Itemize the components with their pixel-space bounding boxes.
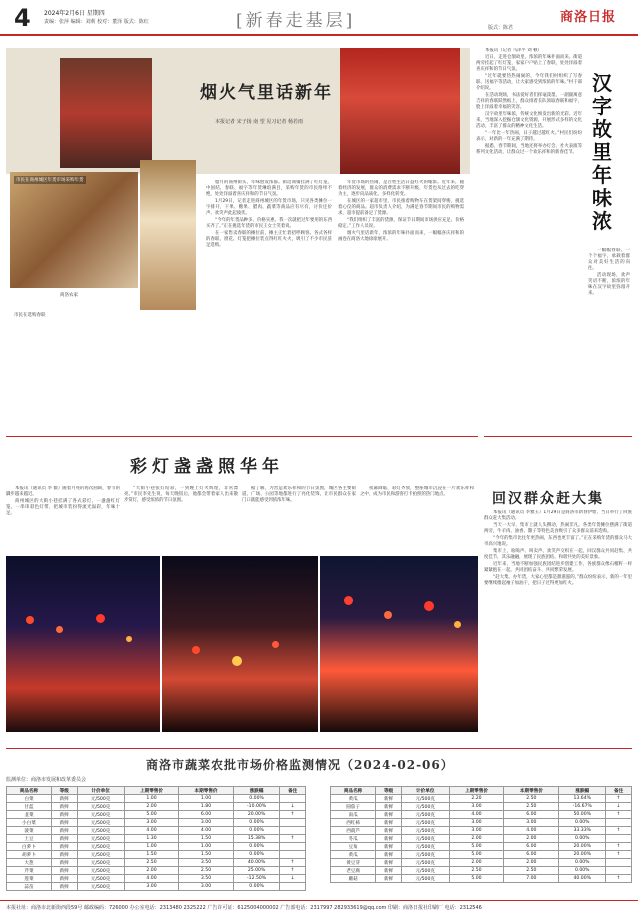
table-cell: 新鲜 [376,859,402,867]
article2-column-2: “大街小巷张灯结彩，一到晚上灯火辉煌，非常漂亮。”市民李先生说，每天晚饭后，他都会带着家人出来散步赏灯，感受浓浓的节日氛围。 [124,486,238,503]
table-row [331,827,632,835]
article1-byline: 本报记者 宋子扬 南 望 见习记者 杨若雨 [215,119,303,125]
table-cell: 1.00 [179,795,234,803]
vertical-headline-text: 汉 字 故 里 年 味 浓 [592,71,612,233]
table-cell: 新鲜 [51,819,77,827]
table-cell: 33.33% [559,827,606,835]
table-cell: 菠菜 [7,827,52,835]
page-footer: 本报社址：商洛市北新街西段59号 邮政编码：726000 办公室电话：2313480 2325222 广告许可证：6125004000002 广告部电话：2317997 282933619@qq.com 印刷：商洛日报社印刷厂 电话：2312546 [0,900,638,913]
table-cell: 元/500克 [77,875,124,883]
article2-column-1: 本报讯（通讯员 李 薇）随着月亮的再次圆缺，春节的脚步越来越近。 商州城区的大街小巷挂满了各式彩灯，一盏盏红灯笼、一串串彩色灯带，把城市装扮得流光溢彩，年味十足。 [6,486,120,516]
table-cell: 2.50 [504,803,559,811]
table-row [7,803,306,811]
column-header: 等级 [51,787,77,795]
table-cell: 西葫芦 [331,827,376,835]
table-row [331,819,632,827]
table-cell: 蘑菇 [331,875,376,883]
table-cell: 0.00% [233,827,280,835]
table-cell: 20.00% [559,843,606,851]
layout-credit: 版式：陈君 [488,25,514,31]
table-cell: 新鲜 [51,851,77,859]
article1-photo-vendor [140,160,196,310]
article2-lead: 本报讯（通讯员 李 薇）随着月亮的再次圆缺，春节的脚步越来越近。 [6,486,120,497]
table-cell: 元/500克 [401,819,449,827]
table-cell [280,795,306,803]
table-cell: 2.00 [449,859,504,867]
article3-lead: 本报讯（通讯员 李雅玉）1月29日是商洛市新春伊始，当日举行了回族群众赶大集活动。 [484,510,632,521]
column-header: 计价单位 [401,787,449,795]
table-cell: 新鲜 [376,843,402,851]
table-cell: 元/500克 [401,867,449,875]
table-cell [606,859,632,867]
table-cell [606,835,632,843]
table-cell: 2.20 [449,795,504,803]
table-cell: 元/500克 [77,883,124,891]
table-row [331,811,632,819]
issue-date: 2024年2月6日 星期四 [44,10,105,17]
article2-headline: 彩灯盏盏照华年 [130,457,284,477]
table-cell: 元/500克 [77,803,124,811]
table-cell: 4.00 [179,827,234,835]
table-cell: 3.00 [179,819,234,827]
table-cell: 3.50 [179,859,234,867]
table-row [331,795,632,803]
column-header: 商品名称 [331,787,376,795]
table-cell: 0.00% [559,835,606,843]
price-table-note: 监测单位：商洛市发展和改革委员会 [6,777,87,783]
table-row [7,819,306,827]
table-row [7,843,306,851]
table-cell: 4.00 [504,827,559,835]
table-cell: 50.00% [559,811,606,819]
page-number: 4 [14,4,31,32]
article1-headline: 烟火气里话新年 [200,83,333,103]
table-cell: ↑ [606,875,632,883]
table-row [7,835,306,843]
section-divider [484,436,632,437]
table-cell: ↑ [606,811,632,819]
table-row [331,835,632,843]
table-cell: 3.00 [449,819,504,827]
table-cell: 元/500克 [401,803,449,811]
editor-line: 责编：张萍 编辑：刘莉 校对：董泽 版式：陈红 [44,19,149,25]
table-cell: 0.00% [233,795,280,803]
table-cell: 新鲜 [376,803,402,811]
table-row [331,867,632,875]
table-cell [280,843,306,851]
article1-photo-stall [10,172,138,288]
column-header: 本期零售价 [504,787,559,795]
table-cell: 元/500克 [77,835,124,843]
table-cell: 0.00% [233,843,280,851]
article3-column: 本报讯（通讯员 李雅玉）1月29日是商洛市新春伊始，当日举行了回族群众赶大集活动。 当天一大早，集市上就人头攒动，热闹非凡。各类年货摊位摆满了街道两旁，牛羊肉、油香、馓子等特色美食吸引了众多群众前来选购。 “今年的集市比往年更热闹，东西也更丰富了。”正在采购年货的群众马大爷高兴地说。 集市上，吆喝声、叫卖声、欢笑声交织在一起，回汉群众共同赶集、共度佳节，其乐融融，展现了民族团结、和谐共处的美好景象。 近年来，当地不断加强民族团结进步创建工作，各族群众像石榴籽一样紧紧抱在一起，共同团结奋斗、共同繁荣发展。 “赶大集、办年货，大家心里都是甜滋滋的。”群众纷纷表示，新的一年里要继续撸起袖子加油干，把日子过得更加红火。 [484,510,632,586]
photo-caption: 商洛农家 [60,293,78,298]
table-cell: 新鲜 [51,883,77,891]
table-row [331,843,632,851]
article1-market-photo [340,48,460,174]
table-cell: 1.00 [124,843,179,851]
table-cell: 新鲜 [51,843,77,851]
table-cell: 新鲜 [376,867,402,875]
table-row [331,875,632,883]
table-row [331,803,632,811]
table-cell: 0.00% [233,819,280,827]
table-cell: 圆茄子 [331,803,376,811]
table-cell: 元/500克 [401,843,449,851]
column-header: 备注 [280,787,306,795]
table-cell: 2.00 [449,835,504,843]
table-cell: 3.00 [124,883,179,891]
table-cell: ↑ [606,795,632,803]
column-header: 上期零售价 [124,787,179,795]
table-cell: 20.00% [559,851,606,859]
table-cell: 元/500克 [401,827,449,835]
column-header: 上期零售价 [449,787,504,795]
table-cell: 新鲜 [51,867,77,875]
table-cell: 2.00 [124,867,179,875]
table-cell: 15.38% [233,835,280,843]
table-cell: 元/500克 [77,811,124,819]
table-row [7,883,306,891]
price-table-right [330,786,632,883]
vertical-headline [588,72,616,233]
table-cell: 新鲜 [376,811,402,819]
column-header: 等级 [376,787,402,795]
table-cell: 新鲜 [51,795,77,803]
table-cell: 5.00 [449,851,504,859]
table-cell: 元/500克 [401,811,449,819]
table-cell: 6.00 [504,811,559,819]
table-cell: 40.00% [233,859,280,867]
column-header: 商品名称 [7,787,52,795]
newspaper-logo: 商洛日报 [560,10,617,25]
table-cell: 元/500克 [401,795,449,803]
table-cell: 40.00% [559,875,606,883]
vertical-article-byline: 本报讯（记者 马泽平 刘 顿） [485,48,542,53]
table-cell: 0.00% [233,851,280,859]
table-cell: 0.00% [559,867,606,875]
table-cell: 6.00 [504,851,559,859]
table-row [331,859,632,867]
table-cell: 5.00 [449,875,504,883]
table-cell [606,819,632,827]
column-header: 本期零售价 [179,787,234,795]
table-cell: 2.50 [124,859,179,867]
table-cell: 0.00% [233,883,280,891]
table-cell: 2.50 [504,867,559,875]
table-cell: 元/500克 [77,819,124,827]
article1-column-1: 腊月的商州街头，年味愈发浓郁。街边商铺挂满了红灯笼、中国结，春联、福字等年货琳琅满目，采购年货的市民络绎不绝，处处洋溢着喜庆祥和的节日气氛。 1月29日，记者走进商州城区的年货市场，只见各类摊位一字排开，干果、糖果、腊肉、蔬菜等商品应有尽有，讨价还价声、欢笑声此起彼伏。 “今年的年货品种多、价格实惠，我一次就把过年要用的东西买齐了。”正在挑选年货的市民王女士笑着说。 在一家售卖春联的摊位前，摊主正忙着招呼顾客。各式各样的春联、窗花、灯笼把摊位装点得红红火火，吸引了不少市民驻足选购。 [206,180,332,248]
table-cell: 3.00 [449,803,504,811]
table-cell: 元/500克 [77,843,124,851]
table-cell: 新鲜 [51,827,77,835]
table-cell: -16.67% [559,803,606,811]
table-cell: 元/500克 [77,827,124,835]
column-header: 涨跌幅 [559,787,606,795]
table-cell: 大葱 [7,859,52,867]
table-cell: 1.50 [124,851,179,859]
table-cell: ↑ [606,851,632,859]
table-cell: ↓ [280,875,306,883]
table-cell: 元/500克 [77,859,124,867]
table-cell: 4.00 [449,811,504,819]
table-cell: 3.50 [179,875,234,883]
table-cell: 甘蓝 [7,803,52,811]
table-cell: 3.00 [449,827,504,835]
table-cell [280,827,306,835]
table-cell: 新鲜 [51,875,77,883]
table-cell: 韭菜 [7,811,52,819]
table-cell: 土豆 [7,835,52,843]
article2-photo-street-2 [162,556,318,732]
table-cell: 5.00 [124,811,179,819]
table-cell: 元/500克 [401,875,449,883]
table-cell: ↑ [280,859,306,867]
table-row [7,875,306,883]
table-cell: 老豆腐 [331,867,376,875]
table-cell: ↑ [280,835,306,843]
table-cell: ↑ [280,867,306,875]
vertical-article-column-1: 本报讯（记者 马泽平 刘 顿） 近日，走进仓颉故里，浓浓的年味扑面而来。街道两旁挂起了红灯笼，家家户户贴上了春联，处处洋溢着喜庆祥和的节日气氛。 “过年就要热热闹闹的，今年我们村组织了写春联、送福字等活动，让大家感受到浓浓的年味。”村干部介绍说。 在活动现场，书法爱好者们挥毫泼墨，一副副寓意吉祥的春联跃然纸上，群众排着长队领取春联和福字，脸上洋溢着幸福的笑容。 汉字故里年味浓，传统文化焕发出新的光彩。近年来，当地深入挖掘仓颉文化资源，开展形式多样的文化活动，丰富了群众的精神文化生活。 “一年比一年热闹，日子越过越红火。”村民们纷纷表示，对新的一年充满了期待。 据悉，春节期间，当地还将举办灯会、社火表演等系列文化活动，让群众过一个欢乐祥和的新春佳节。 [476,48,582,155]
table-cell: 20.00% [233,811,280,819]
table-cell: 元/500克 [77,867,124,875]
table-cell: -10.00% [233,803,280,811]
table-cell: 2.00 [124,803,179,811]
table-header-row [331,787,632,795]
table-cell: 元/500克 [401,835,449,843]
table-row [7,851,306,859]
table-cell: 蒜苗 [7,883,52,891]
table-cell: 13.64% [559,795,606,803]
section-divider [6,748,632,749]
table-cell: 新鲜 [376,851,402,859]
table-header-row [7,787,306,795]
table-cell: 1.00 [124,795,179,803]
table-cell: ↑ [280,811,306,819]
section-divider [6,436,478,437]
photo-caption: 市民在商州城区年货市场采购年货 [16,178,84,183]
table-row [7,795,306,803]
price-table-left [6,786,306,891]
table-row [331,851,632,859]
table-cell [280,851,306,859]
table-cell: ↓ [280,803,306,811]
table-cell: 新鲜 [51,811,77,819]
table-cell: 元/500克 [401,851,449,859]
table-cell: ↓ [606,803,632,811]
table-cell: 25.00% [233,867,280,875]
table-row [7,867,306,875]
table-cell: 2.00 [504,859,559,867]
table-cell: 4.00 [124,875,179,883]
table-cell: 芹菜 [7,867,52,875]
table-cell: 6.00 [179,811,234,819]
table-row [7,859,306,867]
table-cell: 1.30 [124,835,179,843]
table-cell: 元/500克 [77,795,124,803]
table-row [7,811,306,819]
table-cell: 6.00 [504,843,559,851]
masthead [0,0,638,36]
table-cell: -12.50% [233,875,280,883]
table-cell: 3.00 [504,819,559,827]
table-cell: 3.00 [124,819,179,827]
table-cell: 0.00% [559,859,606,867]
table-cell: 新鲜 [376,835,402,843]
table-cell: 元/500克 [77,851,124,859]
table-cell: 南瓜 [331,811,376,819]
table-cell: 1.50 [179,851,234,859]
table-cell: 新鲜 [376,875,402,883]
article2-photo-street-1 [6,556,160,732]
table-cell: 新鲜 [376,795,402,803]
table-row [7,827,306,835]
photo-caption: 市民在选购春联 [14,313,46,318]
table-cell: 4.00 [124,827,179,835]
table-cell: 5.00 [449,843,504,851]
table-cell: 1.00 [179,843,234,851]
table-cell: 2.50 [179,867,234,875]
table-cell: 新鲜 [51,803,77,811]
table-cell: 0.00% [559,819,606,827]
section-title: [新春走基层] [236,11,356,31]
vertical-article-column-2: 一幅幅春联、一个个福字，承载着群众对美好生活的向往。 活动现场，欢声笑语不断，浓浓的年味在汉字故里弥漫开来。 [588,248,630,296]
table-cell: 白菜 [7,795,52,803]
article2-column-4: 夜幕降临，彩灯齐放，整座城市沉浸在一片欢乐祥和之中，成为市民和游客打卡拍照的热门地点。 [360,486,474,497]
table-cell [280,819,306,827]
table-cell: 小白菜 [7,819,52,827]
article2-photo-street-3 [320,556,478,732]
article3-headline: 回汉群众赶大集 [492,491,604,507]
table-cell: 新鲜 [51,859,77,867]
table-cell: 白萝卜 [7,843,52,851]
table-cell [606,867,632,875]
table-cell: 新鲜 [51,835,77,843]
table-cell: 新鲜 [376,827,402,835]
table-cell: 2.50 [449,867,504,875]
article2-column-3: 据了解，为营造欢乐祥和的节日氛围，城区各主要街道、广场、公园等地都进行了亮化装饰，让市民群众在家门口就能感受到浓浓年味。 [242,486,356,503]
article1-column-2: 年货市场的热闹，是百姓生活日益红火的缩影。近年来，随着经济的发展，群众的消费需求不断升级，年货也从过去的吃穿为主，逐步向品质化、多样化转变。 在城区的一家超市里，市民推着购物车在货架间穿梭，挑选着心仪的商品。超市负责人介绍，为满足春节期间市民的购物需求，超市提前备足了货源。 “我们组织了丰富的货源，保证节日期间市场供应充足、价格稳定。”工作人员说。 烟火气里话新年，浓浓的年味扑面而来，一幅幅喜庆祥和的画卷在商洛大地徐徐展开。 [338,180,464,242]
table-cell: 2.50 [504,795,559,803]
article1-lantern-photo [60,58,152,168]
column-header: 计价单位 [77,787,124,795]
table-cell: ↑ [606,843,632,851]
table-cell: 黄瓜 [331,795,376,803]
table-cell: 元/500克 [401,859,449,867]
table-cell: 新鲜 [376,819,402,827]
table-cell: 豆角 [331,843,376,851]
table-cell [280,883,306,891]
table-cell: 莲菜 [7,875,52,883]
table-cell: 西红柿 [331,819,376,827]
column-header: 涨跌幅 [233,787,280,795]
table-cell: 1.50 [179,835,234,843]
table-cell: 7.00 [504,875,559,883]
table-cell: 胡萝卜 [7,851,52,859]
table-cell: 黄瓜 [331,851,376,859]
table-cell: 3.00 [179,883,234,891]
table-cell: ↑ [606,827,632,835]
table-cell: 2.00 [504,835,559,843]
table-cell: 冬瓜 [331,835,376,843]
column-header: 备注 [606,787,632,795]
price-table-title: 商洛市蔬菜农批市场价格监测情况（2024-02-06） [146,758,454,772]
table-cell: 黄豆芽 [331,859,376,867]
table-cell: 1.80 [179,803,234,811]
